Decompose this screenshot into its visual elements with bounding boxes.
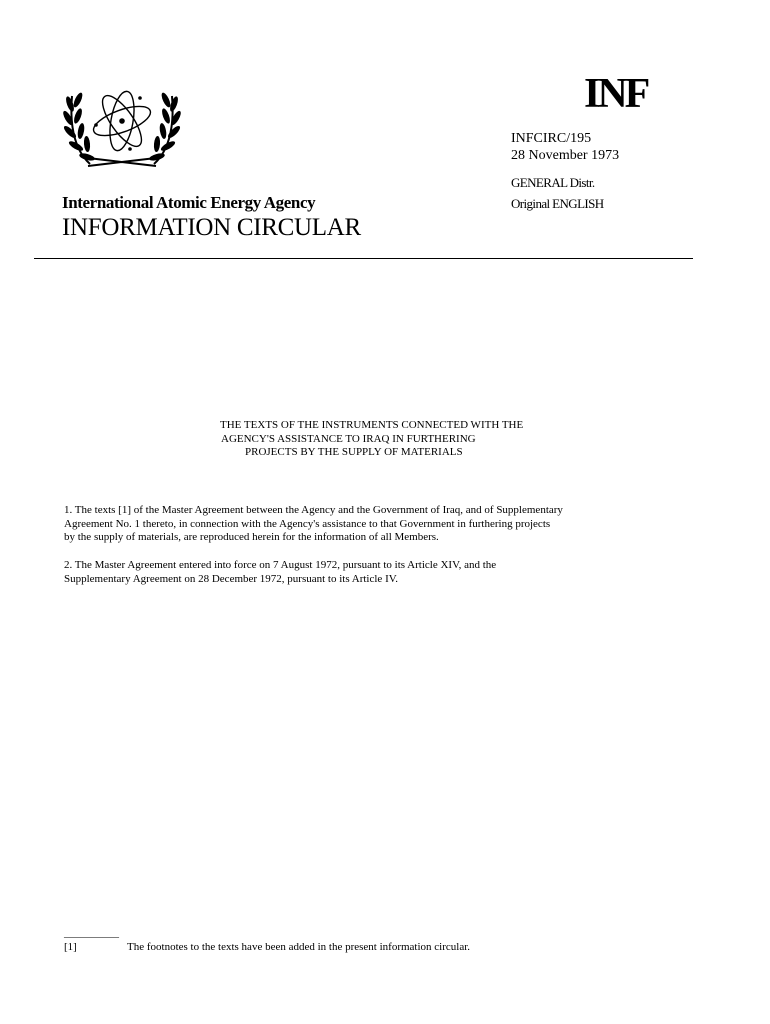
circular-title: INFORMATION CIRCULAR xyxy=(62,214,361,241)
footnote-marker: [1] xyxy=(64,941,77,953)
footnote-divider: __________ xyxy=(64,927,119,939)
paragraph-line: Supplementary Agreement on 28 December 1972, pursuant to its Article IV. xyxy=(64,572,399,585)
header-divider xyxy=(34,258,693,259)
distribution-label: GENERAL Distr. xyxy=(511,175,595,190)
paragraph-line: 2. The Master Agreement entered into force on 7 August 1972, pursuant to its Article XIV, and the xyxy=(64,559,497,571)
original-language-label: Original ENGLISH xyxy=(511,196,604,211)
document-title xyxy=(180,419,590,460)
organization-name: International Atomic Energy Agency xyxy=(62,193,316,212)
paragraph-2 xyxy=(64,559,684,586)
paragraph-line: Agreement No. 1 thereto, in connection with the Agency's assistance to that Government in furthering projects xyxy=(64,517,551,530)
document-date: 28 November 1973 xyxy=(511,148,620,163)
paragraph-1 xyxy=(64,504,684,545)
inf-mark: INF xyxy=(584,71,648,117)
footnote xyxy=(64,941,470,953)
document-number: INFCIRC/195 xyxy=(511,131,592,146)
iaea-emblem-icon xyxy=(60,74,184,176)
paragraph-line: 1. The texts [1] of the Master Agreement between the Agency and the Government of Iraq, and of Supplementary xyxy=(64,504,563,516)
paragraph-line: by the supply of materials, are reproduced herein for the information of all Members. xyxy=(64,531,439,543)
title-line: AGENCY'S ASSISTANCE TO IRAQ IN FURTHERING xyxy=(221,432,476,445)
title-line: THE TEXTS OF THE INSTRUMENTS CONNECTED WITH THE xyxy=(220,419,524,431)
title-line: PROJECTS BY THE SUPPLY OF MATERIALS xyxy=(245,446,463,458)
footnote-text: The footnotes to the texts have been added in the present information circular. xyxy=(127,941,471,953)
